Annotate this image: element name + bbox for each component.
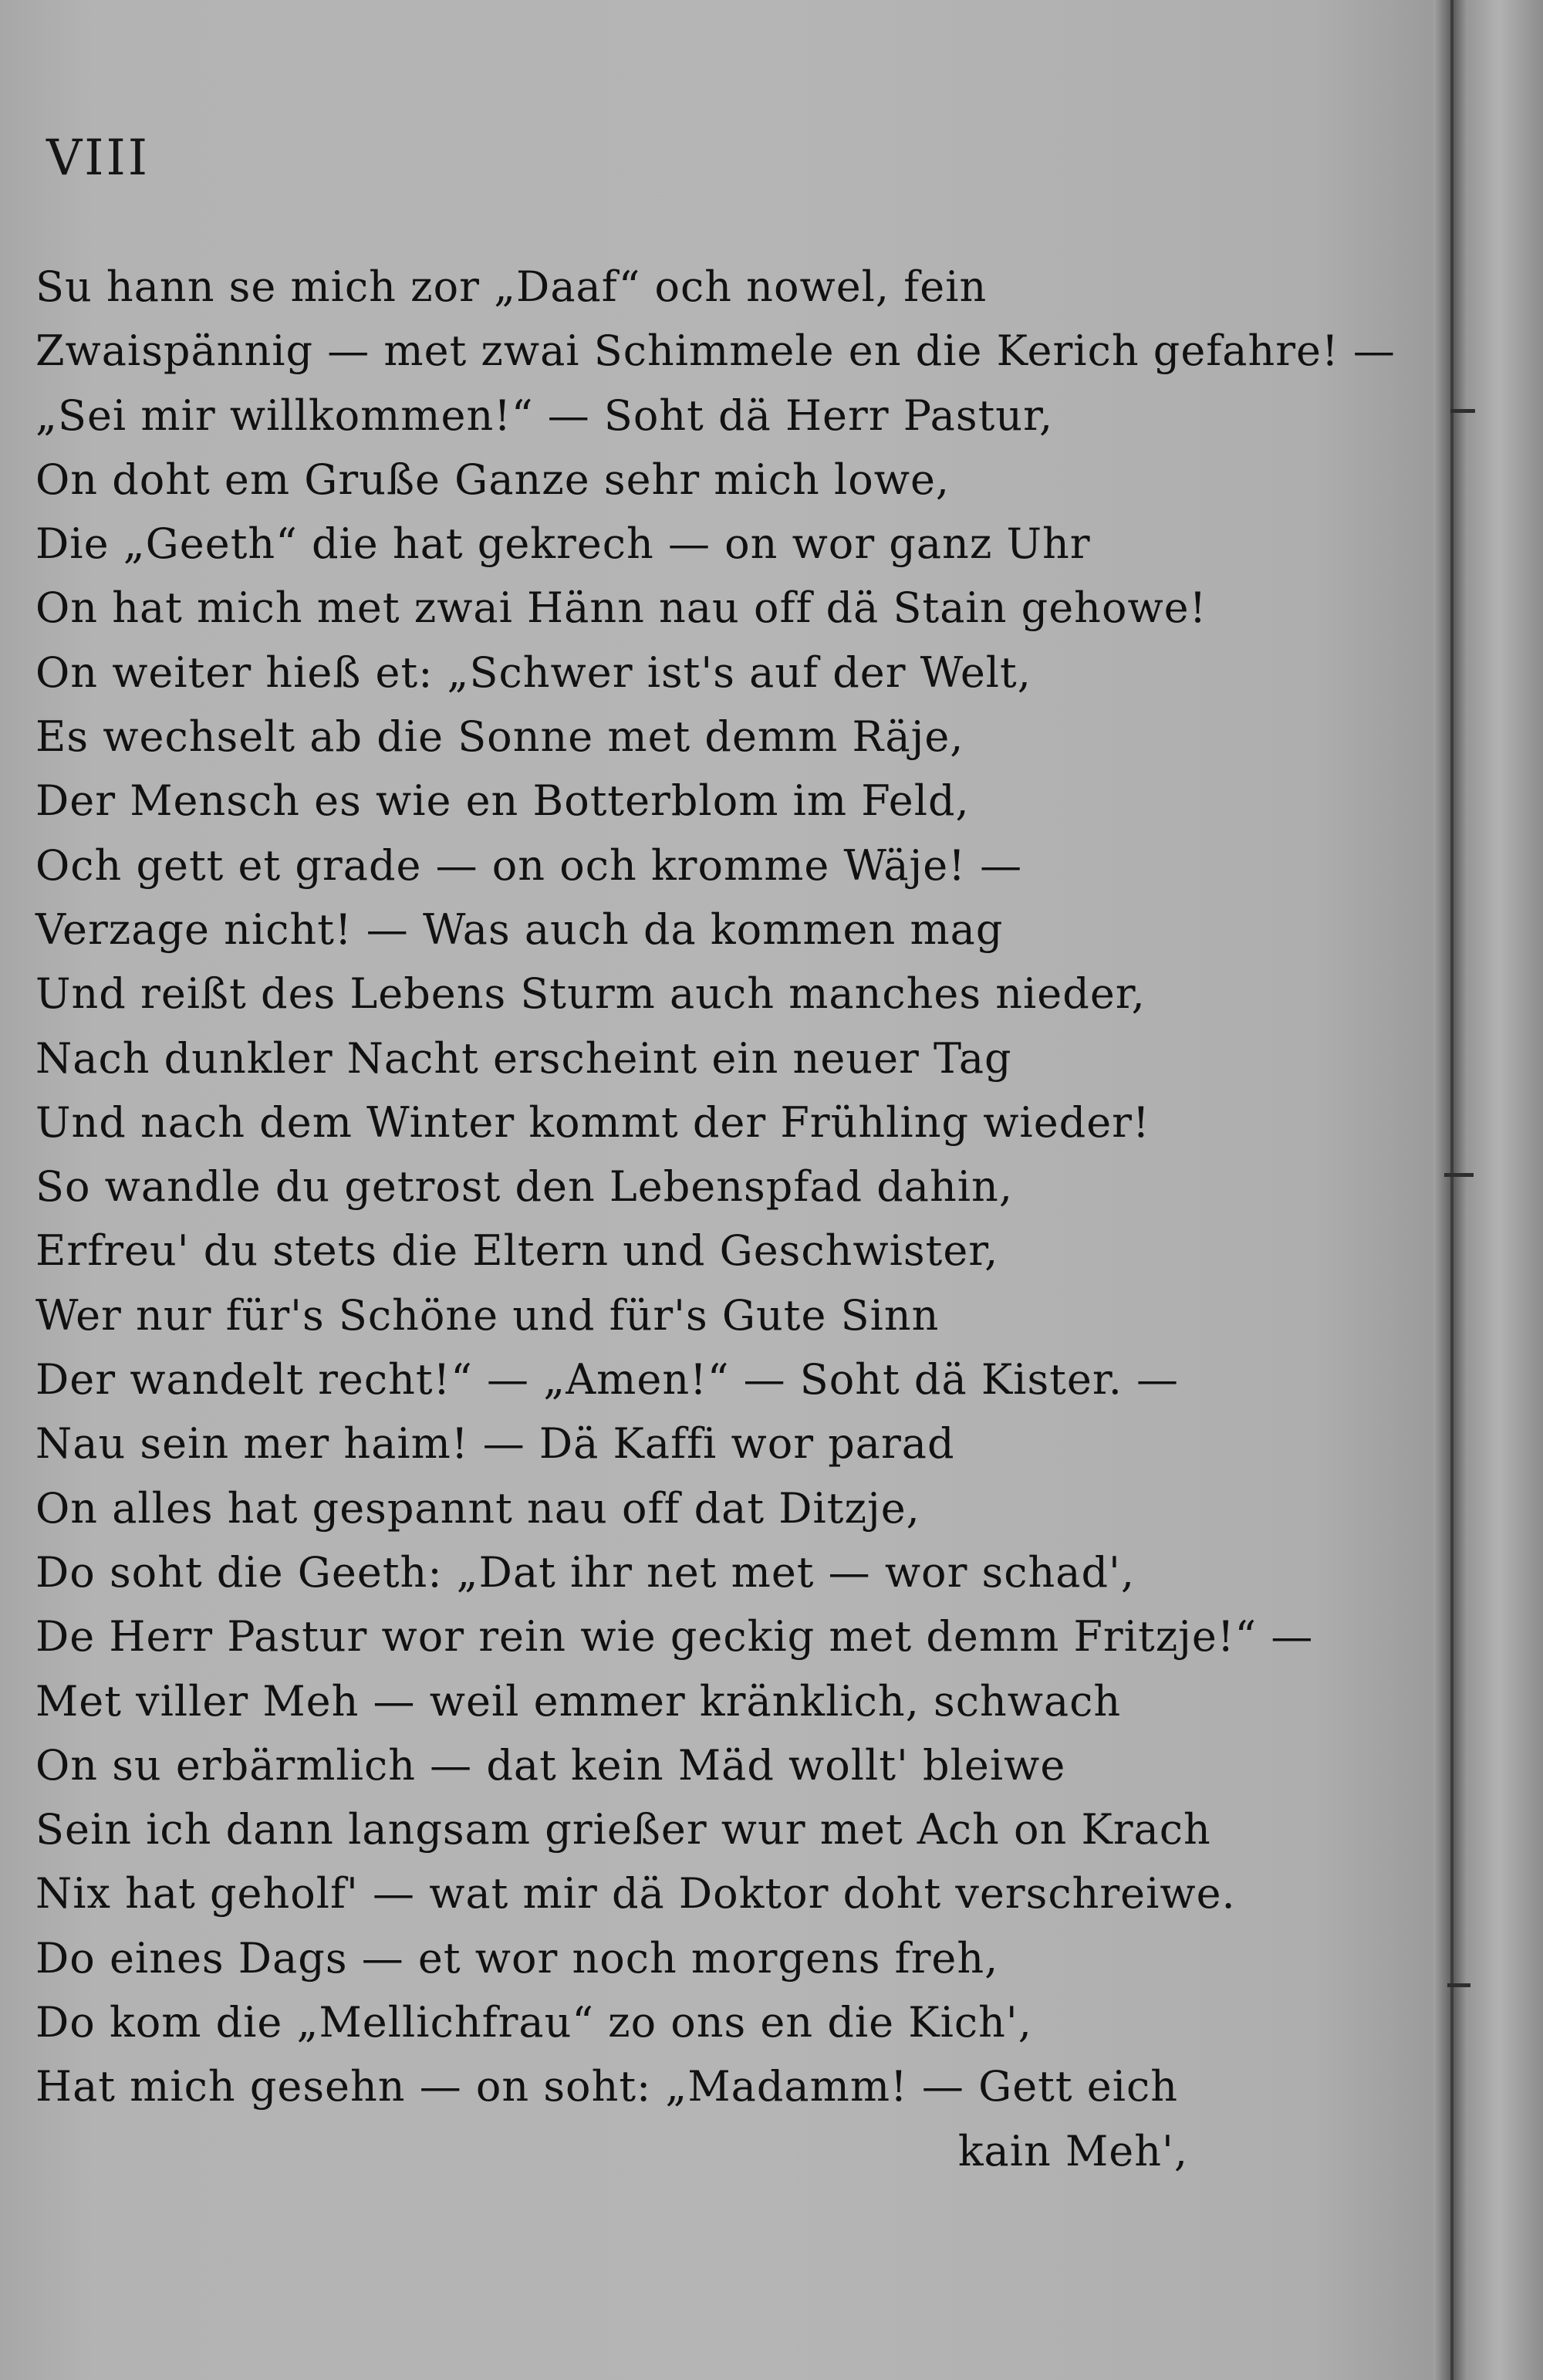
poem-line: On alles hat gespannt nau off dat Ditzje, — [35, 1483, 920, 1533]
poem-line: On weiter hieß et: „Schwer ist's auf der Welt, — [35, 647, 1031, 697]
poem-text — [35, 255, 1396, 2183]
poem-line: Es wechselt ab die Sonne met demm Räje, — [35, 712, 964, 762]
poem-line: Und nach dem Winter kommt der Frühling wieder! — [35, 1097, 1150, 1147]
poem-line: Nix hat geholf' — wat mir dä Doktor doht verschreiwe. — [35, 1869, 1236, 1919]
poem-line: Nau sein mer haim! — Dä Kaffi wor parad — [35, 1419, 955, 1469]
binding-thread-mark — [1450, 409, 1475, 413]
poem-line: Der wandelt recht!“ — „Amen!“ — Soht dä Kister. — — [35, 1355, 1180, 1405]
poem-line: On hat mich met zwai Hänn nau off dä Stain gehowe! — [35, 583, 1207, 633]
binding-thread-mark — [1444, 1173, 1474, 1177]
poem-line: Su hann se mich zor „Daaf“ och nowel, fein — [35, 262, 988, 311]
poem-line: Der Mensch es wie en Botterblom im Feld, — [35, 776, 970, 826]
poem-line: Und reißt des Lebens Sturm auch manches nieder, — [35, 969, 1146, 1019]
poem-line: Nach dunkler Nacht erscheint ein neuer Tag — [35, 1033, 1012, 1083]
poem-line: Do soht die Geeth: „Dat ihr net met — wor schad', — [35, 1547, 1136, 1597]
poem-line: On doht em Gruße Ganze sehr mich lowe, — [35, 455, 950, 504]
poem-line: Verzage nicht! — Was auch da kommen mag — [35, 904, 1004, 954]
poem-line: On su erbärmlich — dat kein Mäd wollt' bleiwe — [35, 1740, 1066, 1790]
poem-line: De Herr Pastur wor rein wie geckig met demm Fritzje!“ — — [35, 1612, 1314, 1662]
poem-line: Met viller Meh — weil emmer kränklich, schwach — [35, 1676, 1122, 1726]
poem-line: „Sei mir willkommen!“ — Soht dä Herr Pastur, — [35, 390, 1054, 440]
poem-line: Erfreu' du stets die Eltern und Geschwister, — [35, 1226, 999, 1276]
poem-line: Sein ich dann langsam grießer wur met Ach on Krach — [35, 1805, 1211, 1854]
poem-line: Och gett et grade — on och kromme Wäje! — — [35, 840, 1023, 890]
poem-line: So wandle du getrost den Lebenspfad dahin, — [35, 1162, 1013, 1212]
poem-line-continuation: kain Meh', — [957, 2126, 1188, 2175]
poem-line: Hat mich gesehn — on soht: „Madamm! — Gett eich — [35, 2062, 1178, 2111]
page-number: VIII — [46, 130, 150, 187]
binding-edge — [1450, 0, 1454, 2380]
poem-line: Do kom die „Mellichfrau“ zo ons en die Kich', — [35, 1998, 1032, 2047]
binding-thread-mark — [1447, 1983, 1470, 1987]
poem-line: Die „Geeth“ die hat gekrech — on wor ganz Uhr — [35, 519, 1091, 569]
poem-line: Wer nur für's Schöne und für's Gute Sinn — [35, 1290, 940, 1340]
poem-line: Do eines Dags — et wor noch morgens freh, — [35, 1933, 999, 1983]
poem-line: Zwaispännig — met zwai Schimmele en die Kerich gefahre! — — [35, 326, 1396, 376]
